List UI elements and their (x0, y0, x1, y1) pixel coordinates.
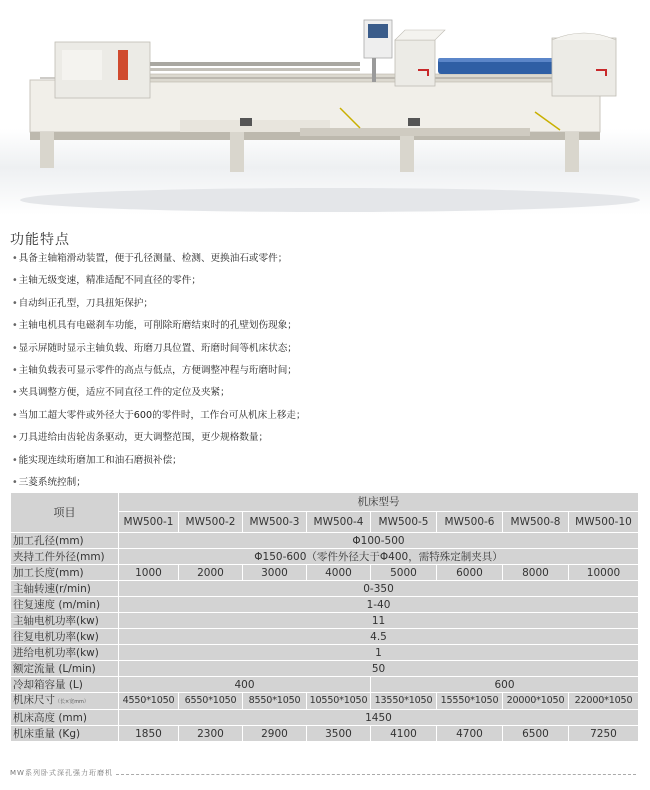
cell-value: 4000 (307, 565, 371, 581)
row-label-text: 机床尺寸 (13, 694, 55, 706)
bullet-icon: • (12, 297, 18, 309)
feature-text: 能实现连续珩磨加工和油石磨损补偿； (18, 454, 182, 466)
row-label: 主轴电机功率(kw) (11, 613, 119, 629)
feature-text: 具备主轴箱滑动装置，便于孔径测量、检测、更换油石或零件； (18, 253, 288, 264)
bullet-icon: • (12, 409, 18, 421)
spec-table (10, 492, 639, 742)
model-name: MW500-5 (371, 512, 437, 533)
model-name: MW500-3 (243, 512, 307, 533)
table-row (11, 677, 639, 693)
bullet-icon: • (12, 320, 18, 332)
feature-item (12, 252, 632, 274)
cell-value: 8000 (503, 565, 569, 581)
footer-caption: MW系列卧式深孔强力珩磨机 (10, 769, 113, 777)
table-row (11, 565, 639, 581)
item-header: 项目 (11, 493, 119, 533)
cell-value: 5000 (371, 565, 437, 581)
row-label: 加工长度(mm) (11, 565, 119, 581)
row-label (11, 693, 119, 710)
row-value: 4.5 (119, 629, 639, 645)
feature-list (12, 252, 632, 498)
row-value: 0-350 (119, 581, 639, 597)
features-title: 功能特点 (10, 232, 70, 248)
bullet-icon: • (12, 275, 18, 287)
row-label: 冷却箱容量 (L) (11, 677, 119, 693)
table-row (11, 629, 639, 645)
table-row (11, 549, 639, 565)
model-name: MW500-6 (437, 512, 503, 533)
table-row (11, 661, 639, 677)
cell-value: 4550*1050 (119, 693, 179, 710)
cell-value: 10000 (569, 565, 639, 581)
machine-photo (0, 0, 650, 215)
cell-value: 10550*1050 (307, 693, 371, 710)
feature-item (12, 319, 632, 341)
model-name: MW500-2 (179, 512, 243, 533)
cell-value: 4700 (437, 726, 503, 742)
bullet-icon: • (12, 342, 18, 354)
cell-value: 6550*1050 (179, 693, 243, 710)
bullet-icon: • (12, 387, 18, 399)
cell-value: 13550*1050 (371, 693, 437, 710)
table-row (11, 710, 639, 726)
cell-value: 20000*1050 (503, 693, 569, 710)
model-header: 机床型号 (119, 493, 639, 512)
honing-machine-illustration (0, 0, 650, 215)
cell-value: 22000*1050 (569, 693, 639, 710)
model-name: MW500-4 (307, 512, 371, 533)
table-row (11, 533, 639, 549)
feature-text: 主轴无级变速，精准适配不同直径的零件； (18, 275, 201, 287)
row-label: 夹持工件外径(mm) (11, 549, 119, 565)
model-name: MW500-10 (569, 512, 639, 533)
cell-value: 1850 (119, 726, 179, 742)
row-label: 机床高度 (mm) (11, 710, 119, 726)
size-note: （长×宽mm） (55, 699, 89, 705)
cell-value: 1000 (119, 565, 179, 581)
row-label: 加工孔径(mm) (11, 533, 119, 549)
feature-text: 自动纠正孔型，刀具扭矩保护； (18, 297, 153, 309)
model-name: MW500-8 (503, 512, 569, 533)
cell-value: 6000 (437, 565, 503, 581)
table-row (11, 597, 639, 613)
cell-value: 3000 (243, 565, 307, 581)
bullet-icon: • (12, 432, 18, 444)
row-value: 400 (119, 677, 371, 693)
feature-text: 主轴电机具有电磁刹车功能，可削除珩磨结束时的孔壁划伤现象； (18, 320, 297, 332)
row-value: 1 (119, 645, 639, 661)
feature-text: 显示屏随时显示主轴负载、珩磨刀具位置、珩磨时间等机床状态； (18, 342, 297, 354)
row-label: 往复速度 (m/min) (11, 597, 119, 613)
feature-item (12, 342, 632, 364)
bullet-icon: • (12, 364, 18, 376)
row-value: 1-40 (119, 597, 639, 613)
feature-item (12, 274, 632, 296)
row-value: 600 (371, 677, 639, 693)
cell-value: 3500 (307, 726, 371, 742)
row-value: Φ150-600（零件外径大于Φ400，需特殊定制夹具） (119, 549, 639, 565)
table-row (11, 581, 639, 597)
table-row (11, 645, 639, 661)
feature-item (12, 431, 632, 453)
bullet-icon: • (12, 253, 18, 264)
cell-value: 8550*1050 (243, 693, 307, 710)
cell-value: 15550*1050 (437, 693, 503, 710)
row-label: 额定流量 (L/min) (11, 661, 119, 677)
row-label: 进给电机功率(kw) (11, 645, 119, 661)
feature-text: 三菱系统控制； (18, 476, 86, 488)
feature-text: 夹具调整方便，适应不同直径工件的定位及夹紧； (18, 387, 230, 399)
model-name: MW500-1 (119, 512, 179, 533)
row-label: 机床重量 (Kg) (11, 726, 119, 742)
cell-value: 7250 (569, 726, 639, 742)
cell-value: 4100 (371, 726, 437, 742)
table-row (11, 613, 639, 629)
feature-item (12, 364, 632, 386)
row-value: Φ100-500 (119, 533, 639, 549)
row-value: 50 (119, 661, 639, 677)
table-row (11, 726, 639, 742)
feature-text: 当加工超大零件或外径大于600的零件时，工作台可从机床上移走； (18, 409, 306, 421)
table-row (11, 693, 639, 710)
cell-value: 2300 (179, 726, 243, 742)
row-label: 主轴转速(r/min) (11, 581, 119, 597)
feature-text: 刀具进给由齿轮齿条驱动，更大调整范围，更少规格数量； (18, 432, 269, 444)
feature-item (12, 297, 632, 319)
cell-value: 2900 (243, 726, 307, 742)
footer-divider (116, 774, 636, 775)
feature-item (12, 386, 632, 408)
row-value: 1450 (119, 710, 639, 726)
cell-value: 6500 (503, 726, 569, 742)
row-label: 往复电机功率(kw) (11, 629, 119, 645)
bullet-icon: • (12, 454, 18, 466)
feature-text: 主轴负载表可显示零件的高点与低点，方便调整冲程与珩磨时间； (18, 364, 297, 376)
row-value: 11 (119, 613, 639, 629)
feature-item (12, 409, 632, 431)
bullet-icon: • (12, 476, 18, 488)
feature-item (12, 454, 632, 476)
table-header-row (11, 493, 639, 512)
cell-value: 2000 (179, 565, 243, 581)
